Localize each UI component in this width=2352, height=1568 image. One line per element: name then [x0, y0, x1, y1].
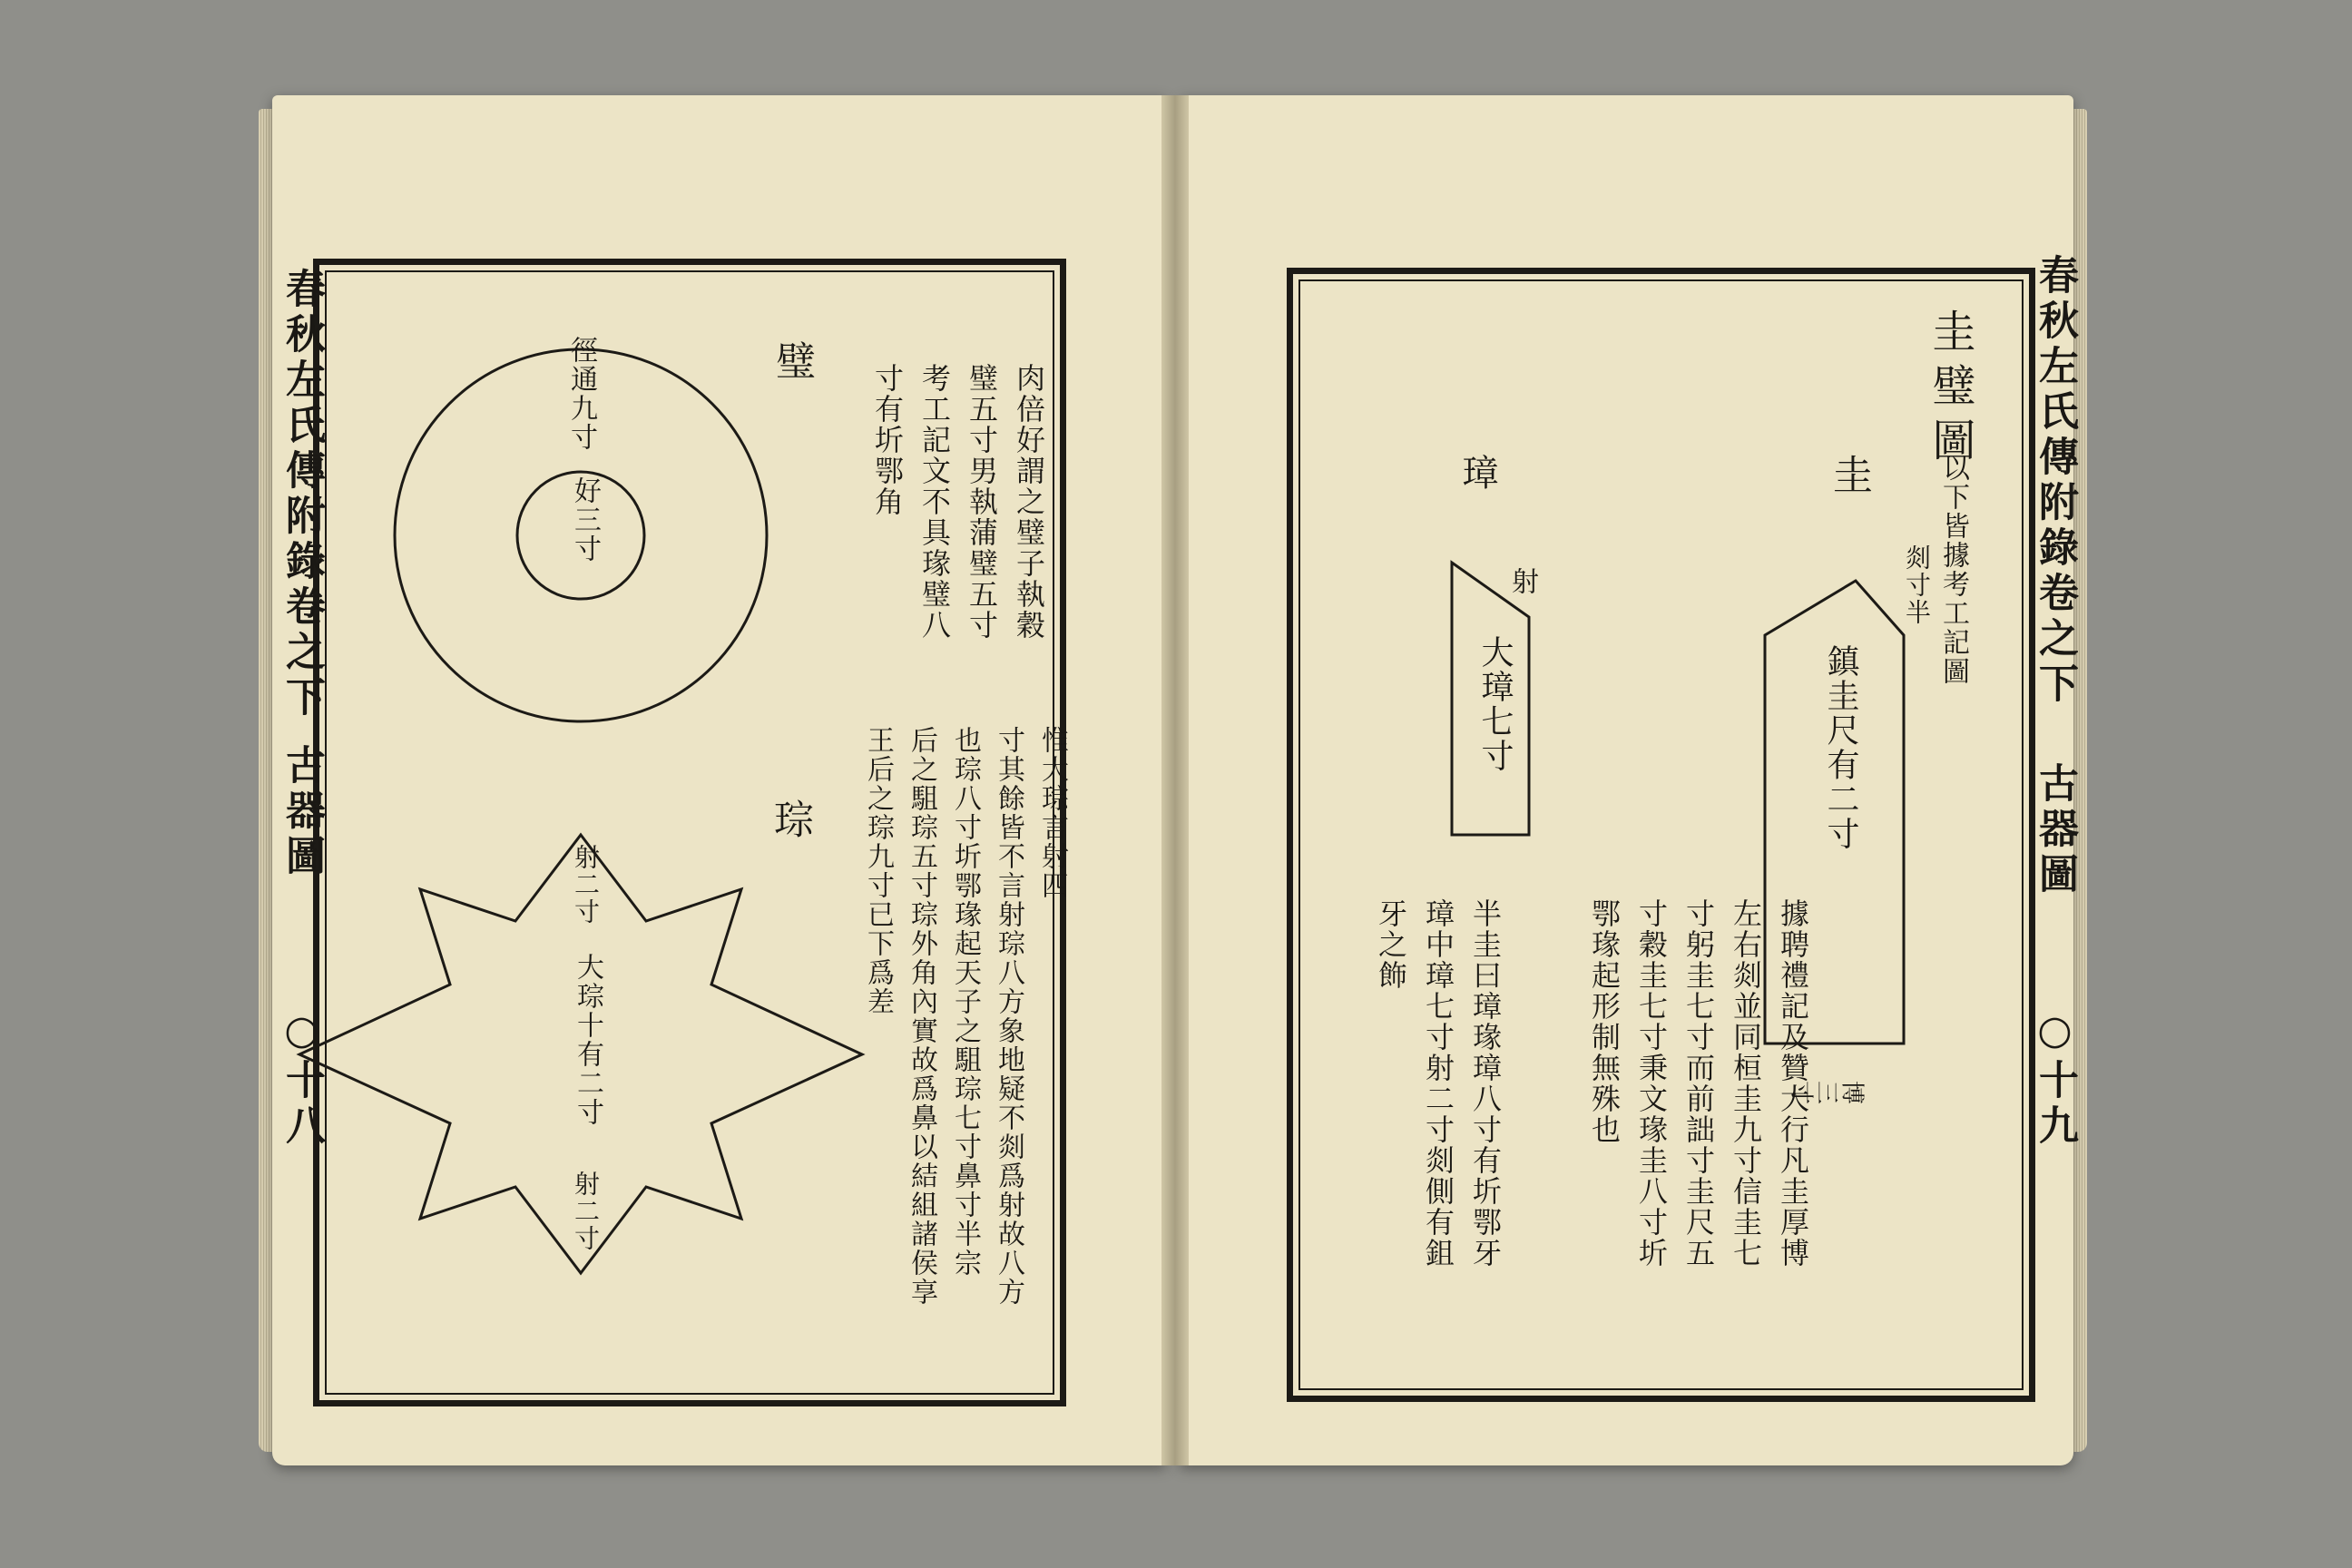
gui-label: 鎮圭尺有二寸 [1822, 644, 1859, 851]
right-margin-title: 春秋左氏傳附錄卷之下 [2032, 254, 2078, 708]
cong-note-line: 也琮八寸圻鄂瑑起天子之駔琮七寸鼻寸半宗 [949, 726, 981, 1278]
gui-heading: 圭 [1826, 454, 1872, 495]
bi-inner-label: 好三寸 [569, 476, 601, 564]
zhang-note-line: 半圭曰璋瑑璋八寸有圻鄂牙 [1468, 898, 1503, 1269]
bi-note-line: 寸有圻鄂角 [870, 363, 905, 517]
gui-note-line: 寸穀圭七寸秉文瑑圭八寸圻 [1634, 898, 1669, 1269]
gui-note-line: 寸躬圭七寸而前詘寸圭尺五 [1681, 898, 1716, 1269]
zhang-label: 大璋七寸 [1476, 635, 1514, 773]
page-subtitle: 以下皆據考工記圖 [1937, 454, 1969, 686]
cong-center-label: 大琮十有二寸 [572, 953, 603, 1127]
left-margin-title: 春秋左氏傳附錄卷之下 [279, 268, 325, 721]
gui-note [1583, 898, 1814, 1298]
gui-note-line: 鄂瑑起形制無殊也 [1587, 898, 1622, 1145]
left-margin-section: 古器圖 [279, 744, 325, 880]
bi-note-line: 璧五寸男執蒲璧五寸 [965, 363, 999, 641]
cong-note-line: 寸其餘皆不言射琮八方象地疑不剡爲射故八方 [993, 726, 1024, 1307]
zhang-note-line: 璋中璋七寸射二寸剡側有鉏 [1421, 898, 1455, 1269]
gui-note-line: 據聘禮記及贊大行凡圭厚博 [1776, 898, 1810, 1269]
bi-outer-label: 徑通九寸 [565, 336, 597, 452]
cong-heading: 琮 [767, 799, 813, 840]
right-margin-section: 古器圖 [2032, 762, 2078, 898]
zhang-note-line: 牙之飾 [1374, 898, 1408, 991]
gui-top-note: 剡寸半 [1902, 544, 1932, 626]
bi-heading: 璧 [769, 340, 815, 382]
zhang-heading: 璋 [1456, 454, 1498, 492]
cong-note-line: 王后之琮九寸已下爲差 [862, 726, 894, 1016]
bi-note-line: 考工記文不具瑑璧八 [917, 363, 952, 641]
cong-note-line: 惟大琮言射四 [1036, 726, 1068, 900]
left-margin-page: ○十八 [279, 1007, 325, 1150]
zhang-top-note: 射 [1506, 567, 1538, 596]
cong-note-line: 后之駔琮五寸琮外角內實故爲鼻以結組諸侯享 [906, 726, 937, 1307]
bi-note-line: 肉倍好謂之璧子執穀 [1012, 363, 1046, 641]
gui-bottom-note: 博三寸 [1788, 1076, 1866, 1104]
cong-top-label: 射二寸 [571, 844, 601, 926]
page-title: 圭璧圖 [1925, 309, 1975, 472]
right-margin-page: ○十九 [2032, 1007, 2078, 1150]
gui-note-line: 左右剡並同桓圭九寸信圭七 [1729, 898, 1763, 1269]
zhang-note [1370, 898, 1506, 1298]
cong-bottom-label: 射二寸 [571, 1171, 601, 1252]
